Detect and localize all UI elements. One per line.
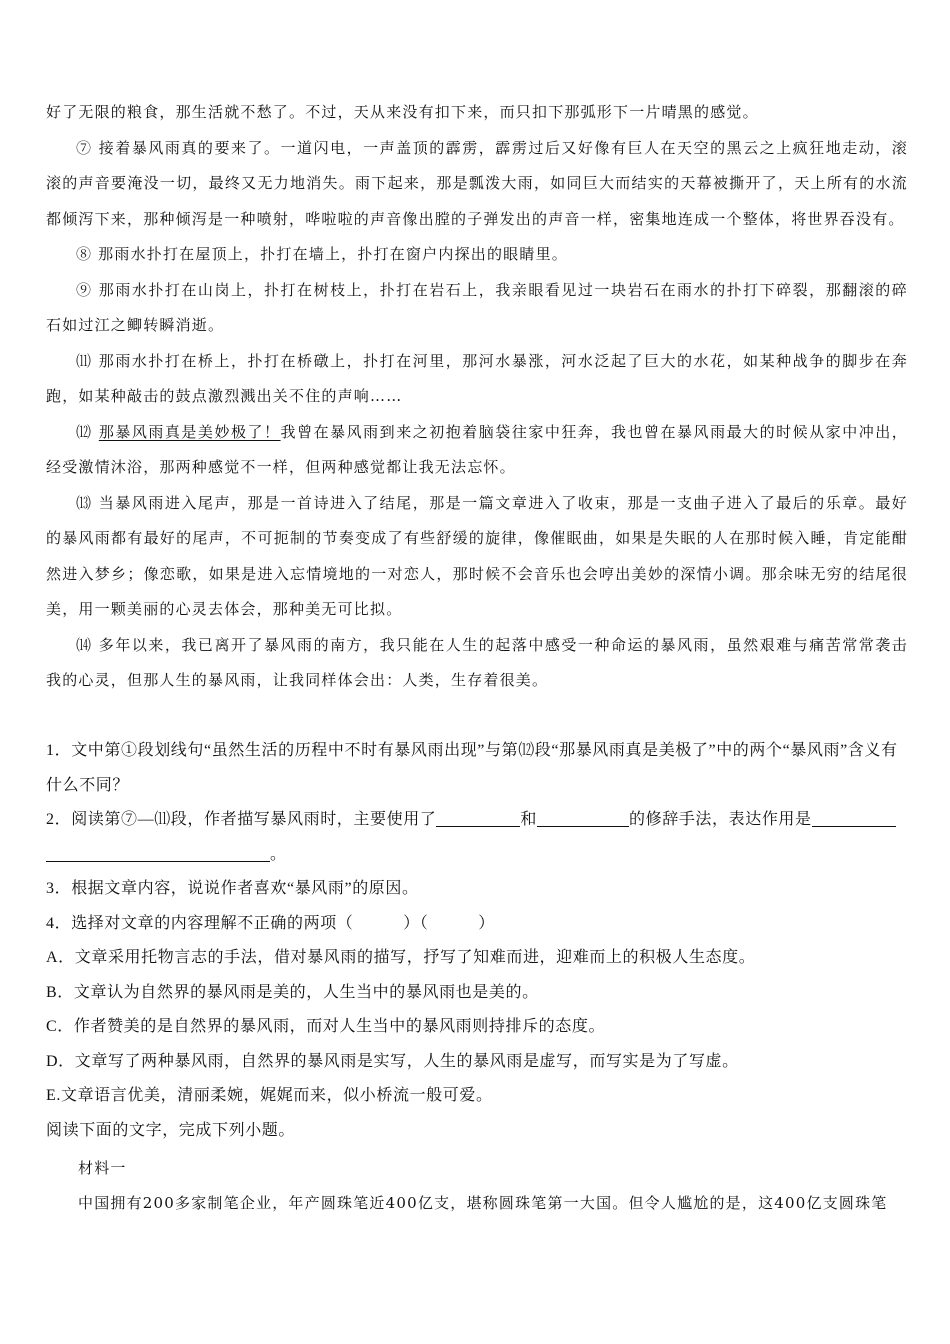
option-c: C．作者赞美的是自然界的暴风雨，而对人生当中的暴风雨则持排斥的态度。 (46, 1018, 606, 1035)
next-section-intro: 阅读下面的文字，完成下列小题。 (46, 1121, 296, 1139)
question-1: 1．文中第①段划线句“虽然生活的历程中不时有暴风雨出现”与第⑿段“那暴风雨真是美极了”中的两个“暴风雨”含义有什么不同？ (46, 742, 898, 794)
answer-blank-4[interactable] (46, 845, 270, 862)
paragraph-12-rest: 我曾在暴风雨到来之初抱着脑袋往家中狂奔，我也曾在暴风雨最大的时候从家中冲出，经受激情沐浴，那两种感觉不一样，但两种感觉都让我无法忘怀。 (46, 422, 909, 476)
option-b: B．文章认为自然界的暴风雨是美的，人生当中的暴风雨也是美的。 (46, 983, 539, 1001)
material-section (46, 1151, 908, 1221)
paragraph-14: ⒁ 多年以来，我已离开了暴风雨的南方，我只能在人生的起落中感受一种命运的暴风雨，虽然艰难与痛苦常常袭击我的心灵，但那人生的暴风雨，让我同样体会出：人类，生存着很美。 (46, 635, 908, 689)
answer-blank-3[interactable] (812, 810, 896, 827)
paragraph-8: ⑧ 那雨水扑打在屋顶上，扑打在墙上，扑打在窗户内探出的眼睛里。 (76, 245, 568, 263)
material-heading: 材料一 (78, 1159, 127, 1177)
question-3: 3．根据文章内容，说说作者喜欢“暴风雨”的原因。 (46, 880, 419, 897)
option-d: D．文章写了两种暴风雨，自然界的暴风雨是实写，人生的暴风雨是虚写，而写实是为了写虚。 (46, 1052, 739, 1070)
paragraph-12 (46, 415, 908, 486)
paragraph-9: ⑨ 那雨水扑打在山岗上，扑打在树枝上，扑打在岩石上，我亲眼看见过一块岩石在雨水的扑打下碎裂，那翻滚的碎石如过江之鲫转瞬消逝。 (46, 280, 908, 334)
paragraph-12-number: ⑿ (76, 422, 99, 441)
option-a: A．文章采用托物言志的手法，借对暴风雨的描写，抒写了知难而进，迎难而上的积极人生态度。 (46, 949, 756, 966)
paragraph-6-tail: 好了无限的粮食，那生活就不愁了。不过，天从来没有扣下来，而只扣下那弧形下一片晴黑的感觉。 (46, 103, 759, 121)
answer-blank-1[interactable] (436, 810, 520, 827)
answer-blank-2[interactable] (537, 810, 629, 827)
paragraph-13: ⒀ 当暴风雨进入尾声，那是一首诗进入了结尾，那是一篇文章进入了收束，那是一支曲子进入了最后的乐章。最好的暴风雨都有最好的尾声，不可扼制的节奏变成了有些舒缓的旋律，像催眠曲，如果是失眠的人在那时候入睡，肯定能酣然进入梦乡；像恋歌，如果是进入忘情境地的一对恋人，那时候不会音乐也会哼出美妙的深情小调。那余味无穷的结尾很美，用一颗美丽的心灵去体会，那种美无可比拟。 (46, 493, 908, 618)
material-text: 中国拥有200多家制笔企业，年产圆珠笔近400亿支，堪称圆珠笔第一大国。但令人尴尬的是，这400亿支圆珠笔 (78, 1194, 888, 1212)
underlined-sentence: 那暴风雨真是美妙极了！ (98, 422, 281, 441)
question-2: 2．阅读第⑦—⑾段，作者描写暴风雨时，主要使用了 和 的修辞手法，表达作用是 。 (46, 803, 908, 872)
option-e: E.文章语言优美，清丽柔婉，娓娓而来，似小桥流一般可爱。 (46, 1087, 493, 1104)
questions-section (46, 734, 908, 1148)
paragraph-7: ⑦ 接着暴风雨真的要来了。一道闪电，一声盖顶的霹雳，霹雳过后又好像有巨人在天空的黑云之上疯狂地走动，滚滚的声音要淹没一切，最终又无力地消失。雨下起来，那是瓢泼大雨，如同巨大而结实的天幕被撕开了，天上所有的水流都倾泻下来，那种倾泻是一种喷射，哗啦啦的声音像出膛的子弹发出的声音一样，密集地连成一个整体，将世界吞没有。 (46, 138, 908, 228)
paragraph-11: ⑾ 那雨水扑打在桥上，扑打在桥礅上，扑打在河里，那河水暴涨，河水泛起了巨大的水花，如某种战争的脚步在奔跑，如某种敲击的鼓点激烈溅出关不住的声响…… (46, 351, 908, 405)
question-4: 4．选择对文章的内容理解不正确的两项（ ）（ ） (46, 914, 495, 932)
passage-body (46, 95, 908, 699)
